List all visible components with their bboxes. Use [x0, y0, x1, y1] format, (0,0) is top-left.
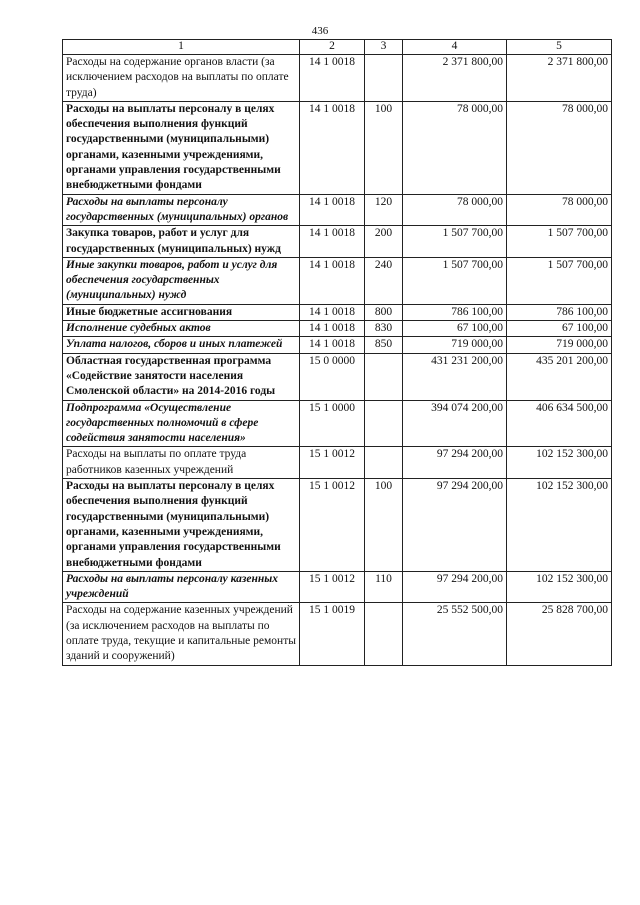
target-code: 14 1 0018 — [300, 257, 365, 304]
amount-col-5: 1 507 700,00 — [507, 226, 612, 258]
amount-col-5: 435 201 200,00 — [507, 353, 612, 400]
expense-type — [365, 603, 403, 665]
expense-name: Расходы на выплаты персоналу в целях обеспечения выполнения функций государственными (муниципальными) органами, казенными учреждениями, органами управления государственными внебюджетными фондами — [63, 101, 300, 194]
expense-name: Подпрограмма «Осуществление государственных полномочий в сфере содействия занятости населения» — [63, 400, 300, 447]
target-code: 15 1 0000 — [300, 400, 365, 447]
table-row — [63, 603, 612, 665]
amount-col-5: 78 000,00 — [507, 101, 612, 194]
amount-col-4: 97 294 200,00 — [403, 571, 507, 603]
expense-name: Расходы на выплаты по оплате труда работников казенных учреждений — [63, 447, 300, 479]
amount-col-5: 719 000,00 — [507, 337, 612, 353]
amount-col-5: 406 634 500,00 — [507, 400, 612, 447]
expense-type: 240 — [365, 257, 403, 304]
expense-type — [365, 400, 403, 447]
expense-type: 110 — [365, 571, 403, 603]
amount-col-5: 67 100,00 — [507, 321, 612, 337]
amount-col-4: 1 507 700,00 — [403, 257, 507, 304]
amount-col-5: 102 152 300,00 — [507, 571, 612, 603]
expense-name: Иные бюджетные ассигнования — [63, 304, 300, 320]
amount-col-4: 97 294 200,00 — [403, 447, 507, 479]
target-code: 15 1 0012 — [300, 571, 365, 603]
amount-col-4: 394 074 200,00 — [403, 400, 507, 447]
table-row — [63, 226, 612, 258]
target-code: 14 1 0018 — [300, 101, 365, 194]
amount-col-4: 97 294 200,00 — [403, 479, 507, 572]
expense-name: Областная государственная программа «Содействие занятости населения Смоленской области» на 2014-2016 годы — [63, 353, 300, 400]
table-row — [63, 55, 612, 102]
target-code: 14 1 0018 — [300, 226, 365, 258]
amount-col-4: 431 231 200,00 — [403, 353, 507, 400]
amount-col-4: 719 000,00 — [403, 337, 507, 353]
expense-name: Расходы на выплаты персоналу государственных (муниципальных) органов — [63, 194, 300, 226]
amount-col-4: 78 000,00 — [403, 194, 507, 226]
table-row — [63, 353, 612, 400]
target-code: 14 1 0018 — [300, 321, 365, 337]
amount-col-5: 102 152 300,00 — [507, 447, 612, 479]
expense-type: 100 — [365, 479, 403, 572]
table-row — [63, 101, 612, 194]
expense-type: 850 — [365, 337, 403, 353]
table-header-row — [63, 40, 612, 55]
table-row — [63, 337, 612, 353]
expense-type: 100 — [365, 101, 403, 194]
amount-col-5: 25 828 700,00 — [507, 603, 612, 665]
expense-name: Закупка товаров, работ и услуг для государственных (муниципальных) нужд — [63, 226, 300, 258]
expense-type: 120 — [365, 194, 403, 226]
amount-col-4: 25 552 500,00 — [403, 603, 507, 665]
table-row — [63, 479, 612, 572]
amount-col-4: 78 000,00 — [403, 101, 507, 194]
expense-type — [365, 353, 403, 400]
expense-name: Расходы на выплаты персоналу казенных учреждений — [63, 571, 300, 603]
amount-col-4: 786 100,00 — [403, 304, 507, 320]
amount-col-5: 78 000,00 — [507, 194, 612, 226]
expense-type: 800 — [365, 304, 403, 320]
expense-name: Уплата налогов, сборов и иных платежей — [63, 337, 300, 353]
budget-table — [62, 39, 612, 666]
table-row — [63, 194, 612, 226]
amount-col-4: 2 371 800,00 — [403, 55, 507, 102]
amount-col-5: 1 507 700,00 — [507, 257, 612, 304]
target-code: 14 1 0018 — [300, 304, 365, 320]
header-col-4: 4 — [403, 40, 507, 55]
header-col-5: 5 — [507, 40, 612, 55]
page-number: 436 — [311, 25, 329, 37]
amount-col-4: 1 507 700,00 — [403, 226, 507, 258]
amount-col-5: 786 100,00 — [507, 304, 612, 320]
header-col-3: 3 — [365, 40, 403, 55]
expense-type — [365, 447, 403, 479]
table-row — [63, 304, 612, 320]
expense-name: Расходы на выплаты персоналу в целях обеспечения выполнения функций государственными (муниципальными) органами, казенными учреждениями, органами управления государственными внебюджетными фондами — [63, 479, 300, 572]
amount-col-5: 2 371 800,00 — [507, 55, 612, 102]
table-row — [63, 321, 612, 337]
expense-name: Расходы на содержание казенных учреждений (за исключением расходов на выплаты по оплате труда, текущие и капитальные ремонты зданий и сооружений) — [63, 603, 300, 665]
target-code: 14 1 0018 — [300, 194, 365, 226]
target-code: 15 1 0019 — [300, 603, 365, 665]
amount-col-5: 102 152 300,00 — [507, 479, 612, 572]
target-code: 14 1 0018 — [300, 337, 365, 353]
table-row — [63, 400, 612, 447]
header-col-2: 2 — [300, 40, 365, 55]
table-row — [63, 571, 612, 603]
expense-type: 200 — [365, 226, 403, 258]
expense-name: Расходы на содержание органов власти (за исключением расходов на выплаты по оплате труда) — [63, 55, 300, 102]
target-code: 15 1 0012 — [300, 447, 365, 479]
expense-name: Иные закупки товаров, работ и услуг для обеспечения государственных (муниципальных) нужд — [63, 257, 300, 304]
expense-name: Исполнение судебных актов — [63, 321, 300, 337]
amount-col-4: 67 100,00 — [403, 321, 507, 337]
target-code: 15 0 0000 — [300, 353, 365, 400]
header-col-1: 1 — [63, 40, 300, 55]
expense-type: 830 — [365, 321, 403, 337]
table-row — [63, 447, 612, 479]
target-code: 14 1 0018 — [300, 55, 365, 102]
target-code: 15 1 0012 — [300, 479, 365, 572]
table-row — [63, 257, 612, 304]
expense-type — [365, 55, 403, 102]
